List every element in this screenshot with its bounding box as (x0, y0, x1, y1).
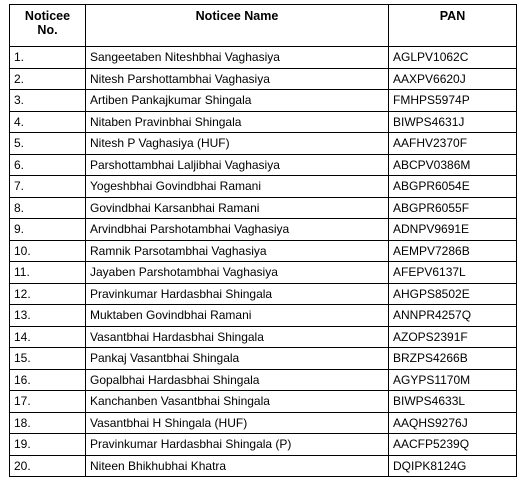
cell-pan: ADNPV9691E (389, 219, 517, 241)
cell-pan: BRZPS4266B (389, 348, 517, 370)
cell-pan: ABGPR6054E (389, 176, 517, 198)
cell-noticee-name: Vasantbhai H Shingala (HUF) (86, 412, 389, 434)
noticee-table (9, 4, 517, 477)
cell-pan: AAFHV2370F (389, 133, 517, 155)
table-body (10, 47, 517, 477)
cell-noticee-name: Yogeshbhai Govindbhai Ramani (86, 176, 389, 198)
cell-noticee-name: Muktaben Govindbhai Ramani (86, 305, 389, 327)
cell-noticee-no: 1. (10, 47, 86, 69)
cell-noticee-no: 14. (10, 326, 86, 348)
cell-pan: BIWPS4631J (389, 111, 517, 133)
cell-noticee-no: 12. (10, 283, 86, 305)
cell-noticee-name: Pravinkumar Hardasbhai Shingala (86, 283, 389, 305)
cell-noticee-no: 7. (10, 176, 86, 198)
cell-noticee-name: Parshottambhai Laljibhai Vaghasiya (86, 154, 389, 176)
cell-noticee-name: Artiben Pankajkumar Shingala (86, 90, 389, 112)
cell-noticee-no: 4. (10, 111, 86, 133)
header-row (10, 5, 517, 47)
cell-noticee-name: Nitesh Parshottambhai Vaghasiya (86, 68, 389, 90)
cell-noticee-no: 10. (10, 240, 86, 262)
cell-pan: ABGPR6055F (389, 197, 517, 219)
cell-pan: AAXPV6620J (389, 68, 517, 90)
table-row (10, 326, 517, 348)
cell-pan: AHGPS8502E (389, 283, 517, 305)
cell-noticee-name: Niteen Bhikhubhai Khatra (86, 455, 389, 477)
table-row (10, 68, 517, 90)
cell-pan: AZOPS2391F (389, 326, 517, 348)
cell-noticee-name: Ramnik Parsotambhai Vaghasiya (86, 240, 389, 262)
cell-noticee-name: Pravinkumar Hardasbhai Shingala (P) (86, 434, 389, 456)
table-row (10, 348, 517, 370)
table-row (10, 391, 517, 413)
table-row (10, 197, 517, 219)
cell-pan: AGLPV1062C (389, 47, 517, 69)
cell-pan: AFEPV6137L (389, 262, 517, 284)
cell-noticee-name: Arvindbhai Parshotambhai Vaghasiya (86, 219, 389, 241)
table-row (10, 455, 517, 477)
cell-noticee-no: 18. (10, 412, 86, 434)
table-row (10, 434, 517, 456)
cell-noticee-no: 5. (10, 133, 86, 155)
table-row (10, 176, 517, 198)
cell-noticee-name: Pankaj Vasantbhai Shingala (86, 348, 389, 370)
cell-pan: AEMPV7286B (389, 240, 517, 262)
cell-pan: AACFP5239Q (389, 434, 517, 456)
cell-pan: AAQHS9276J (389, 412, 517, 434)
table-row (10, 90, 517, 112)
cell-noticee-no: 6. (10, 154, 86, 176)
table-row (10, 369, 517, 391)
cell-pan: AGYPS1170M (389, 369, 517, 391)
cell-noticee-name: Nitaben Pravinbhai Shingala (86, 111, 389, 133)
header-noticee-name: Noticee Name (86, 5, 389, 47)
table-header (10, 5, 517, 47)
cell-noticee-name: Govindbhai Karsanbhai Ramani (86, 197, 389, 219)
cell-noticee-name: Jayaben Parshotambhai Vaghasiya (86, 262, 389, 284)
header-noticee-no-line2: No. (37, 23, 58, 37)
cell-noticee-no: 17. (10, 391, 86, 413)
cell-noticee-no: 8. (10, 197, 86, 219)
cell-pan: BIWPS4633L (389, 391, 517, 413)
cell-noticee-no: 9. (10, 219, 86, 241)
cell-noticee-no: 19. (10, 434, 86, 456)
table-row (10, 47, 517, 69)
table-row (10, 133, 517, 155)
cell-noticee-no: 20. (10, 455, 86, 477)
table-row (10, 262, 517, 284)
cell-noticee-no: 2. (10, 68, 86, 90)
header-noticee-no-line1: Noticee (24, 9, 71, 23)
cell-noticee-name: Nitesh P Vaghasiya (HUF) (86, 133, 389, 155)
cell-pan: ABCPV0386M (389, 154, 517, 176)
cell-noticee-no: 13. (10, 305, 86, 327)
cell-noticee-no: 16. (10, 369, 86, 391)
header-noticee-no (10, 5, 86, 47)
header-pan: PAN (389, 5, 517, 47)
cell-noticee-no: 3. (10, 90, 86, 112)
cell-noticee-name: Vasantbhai Hardasbhai Shingala (86, 326, 389, 348)
cell-noticee-no: 11. (10, 262, 86, 284)
cell-noticee-name: Sangeetaben Niteshbhai Vaghasiya (86, 47, 389, 69)
cell-noticee-name: Kanchanben Vasantbhai Shingala (86, 391, 389, 413)
table-row (10, 154, 517, 176)
table-row (10, 219, 517, 241)
cell-pan: ANNPR4257Q (389, 305, 517, 327)
cell-pan: FMHPS5974P (389, 90, 517, 112)
cell-noticee-name: Gopalbhai Hardasbhai Shingala (86, 369, 389, 391)
document-page (9, 4, 516, 477)
table-row (10, 283, 517, 305)
table-row (10, 111, 517, 133)
table-row (10, 240, 517, 262)
table-row (10, 412, 517, 434)
cell-pan: DQIPK8124G (389, 455, 517, 477)
table-row (10, 305, 517, 327)
cell-noticee-no: 15. (10, 348, 86, 370)
